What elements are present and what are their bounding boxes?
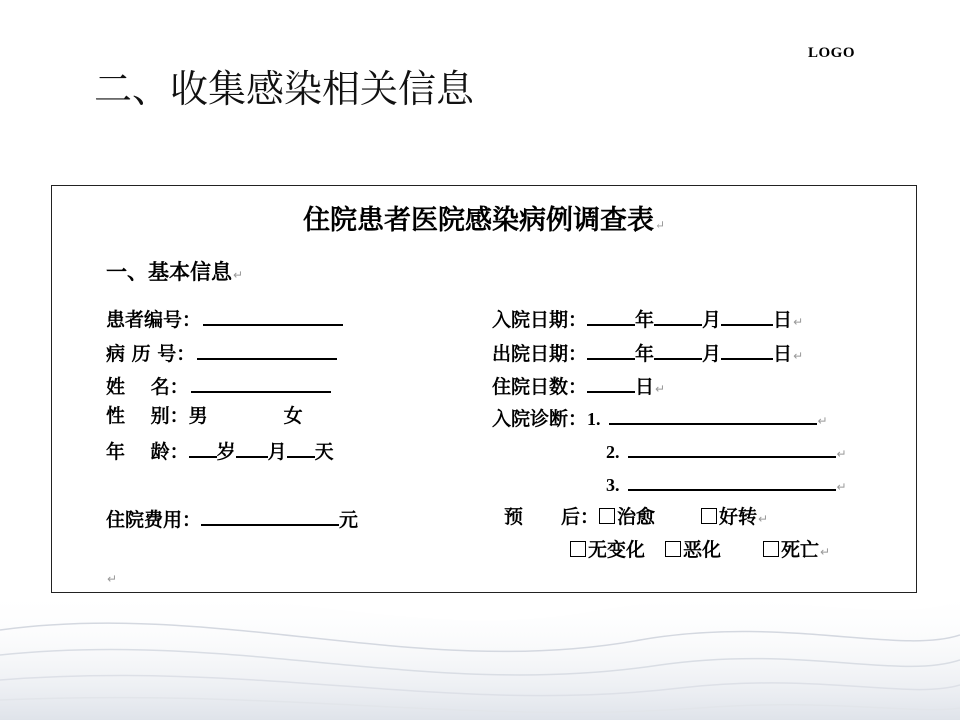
trailing-para-mark: ↵ [107,572,118,586]
age-row: 年 龄： 岁 月 天 [106,438,334,463]
checkbox-worsened [665,541,681,557]
medical-record-row: 病 历 号： [106,340,337,365]
patient-number-row: 患者编号： [106,306,343,331]
logo: LOGO [808,45,856,61]
survey-form-image [51,185,917,593]
discharge-date-row: 出院日期： 年 月 日↵ [492,340,803,367]
slide-title: 二、收集感染相关信息 [94,67,475,111]
diagnosis-2-row: 2. ↵ [606,438,847,465]
admission-diagnosis-row: 入院诊断：1. ↵ [492,405,828,432]
checkbox-improved [701,508,717,524]
hospital-cost-row: 住院费用： 元 [106,506,358,531]
form-title: 住院患者医院感染病例调查表↵ [302,205,666,236]
stay-days-row: 住院日数： 日↵ [492,373,665,400]
diagnosis-3-row: 3. ↵ [606,471,847,498]
sex-row: 性 别：男 女 [106,405,303,427]
prognosis-row: 预 后： 治愈 好转↵ [504,506,769,528]
checkbox-cured [599,508,615,524]
section-heading: 一、基本信息↵ [106,260,244,284]
checkbox-unchanged [570,541,586,557]
prognosis-row-2: 无变化 恶化 死亡↵ [570,539,830,563]
admission-date-row: 入院日期： 年 月 日↵ [492,306,803,333]
checkbox-death [763,541,779,557]
name-row: 姓 名： [106,373,331,398]
